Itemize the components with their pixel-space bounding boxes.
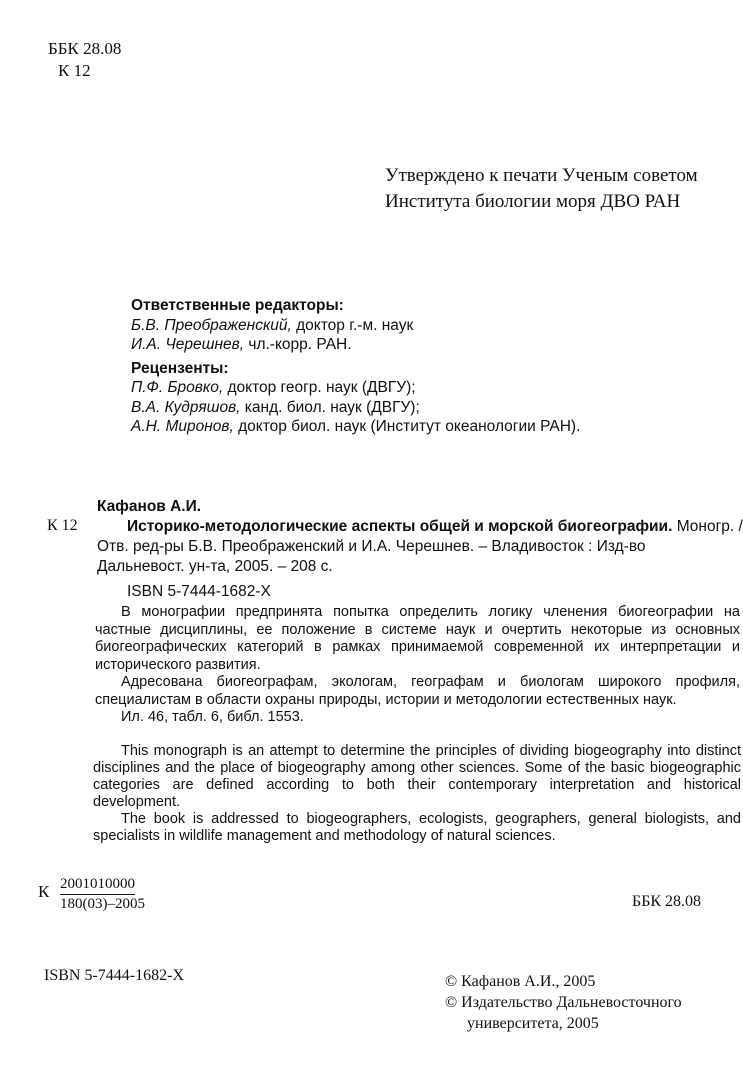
reviewer-entry [131, 398, 580, 418]
reviewer-title: доктор геогр. наук (ДВГУ); [227, 379, 416, 396]
reviewer-name: В.А. Кудряшов, [131, 398, 241, 416]
abstract-ru-paragraph-3: Ил. 46, табл. 6, библ. 1553. [121, 709, 304, 725]
catalog-title: Историко-методологические аспекты общей и морской биогеографии. [127, 518, 673, 535]
footer-k-numerator: 2001010000 [60, 875, 135, 895]
catalog-author: Кафанов А.И. [97, 498, 202, 515]
catalog-title-tail: Моногр. / [676, 518, 743, 535]
editor-entry [131, 316, 580, 336]
copyright-block [445, 971, 682, 1034]
reviewer-entry [131, 417, 580, 437]
reviewer-entry [131, 378, 580, 398]
abstract-english [93, 743, 741, 845]
catalog-k-code: К 12 [47, 517, 78, 534]
abstract-en-paragraph-2: The book is addressed to biogeographers, ecologists, geographers, general biologists, and specialists in wildlife management and methodology of natural sciences. [93, 811, 741, 844]
abstract-russian [95, 604, 740, 727]
reviewer-name: П.Ф. Бровко, [131, 379, 224, 396]
abstract-ru-paragraph-2: Адресована биогеографам, экологам, географам и биологам широкого профиля, специалистам в области охраны природы, истории и методологии естественных наук. [95, 674, 740, 708]
copyright-author: © Кафанов А.И., 2005 [445, 973, 596, 990]
abstract-ru-paragraph-1: В монографии предпринята попытка определить логику членения биогеографии на частные дисциплины, ее положение в системе наук и очертить некоторые из основных биогеографических категорий в рамках принимаемой современной их интерпретации и исторического развития. [95, 604, 740, 673]
catalog-line-2: Отв. ред-ры Б.В. Преображенский и И.А. Черешнев. – Владивосток : Изд-во [97, 538, 646, 555]
bbk-code: ББК 28.08 [48, 39, 122, 58]
editor-title: доктор г.-м. наук [296, 316, 414, 334]
footer-k-letter: К [38, 882, 50, 901]
reviewers-heading: Рецензенты: [131, 359, 229, 377]
catalog-title-line [97, 517, 743, 537]
editor-name: И.А. Черешнев, [131, 336, 245, 353]
approval-notice [385, 163, 698, 215]
footer-bbk: ББК 28.08 [632, 893, 702, 910]
catalog-line-3: Дальневост. ун-та, 2005. – 208 с. [97, 558, 333, 575]
k-code: К 12 [58, 61, 91, 80]
approval-line-2: Института биологии моря ДВО РАН [385, 191, 681, 212]
reviewer-title: доктор биол. наук (Институт океанологии РАН). [238, 418, 581, 435]
editors-block [131, 296, 580, 437]
catalog-entry [97, 497, 743, 577]
editor-name: Б.В. Преображенский, [131, 316, 292, 334]
editors-heading: Ответственные редакторы: [131, 297, 344, 314]
footer-isbn: ISBN 5-7444-1682-X [44, 967, 184, 984]
editor-title: чл.-корр. РАН. [248, 336, 352, 353]
catalog-isbn: ISBN 5-7444-1682-X [127, 583, 271, 600]
footer-k-fraction [60, 875, 145, 913]
copyright-publisher: © Издательство Дальневосточного [445, 994, 682, 1011]
copyright-publisher-cont: университета, 2005 [467, 1015, 599, 1032]
reviewer-name: А.Н. Миронов, [131, 418, 234, 435]
bbk-classification [48, 38, 121, 82]
editor-entry [131, 335, 580, 355]
reviewer-title: канд. биол. наук (ДВГУ); [244, 398, 420, 416]
approval-line-1: Утверждено к печати Ученым советом [385, 165, 698, 186]
abstract-en-paragraph-1: This monograph is an attempt to determine the principles of dividing biogeography into distinct disciplines and the place of biogeography among other sciences. Some of the basic biogeographic categories are defined according to both their contemporary interpretation and historical development. [93, 743, 741, 810]
footer-k-denominator: 180(03)–2005 [60, 896, 145, 912]
